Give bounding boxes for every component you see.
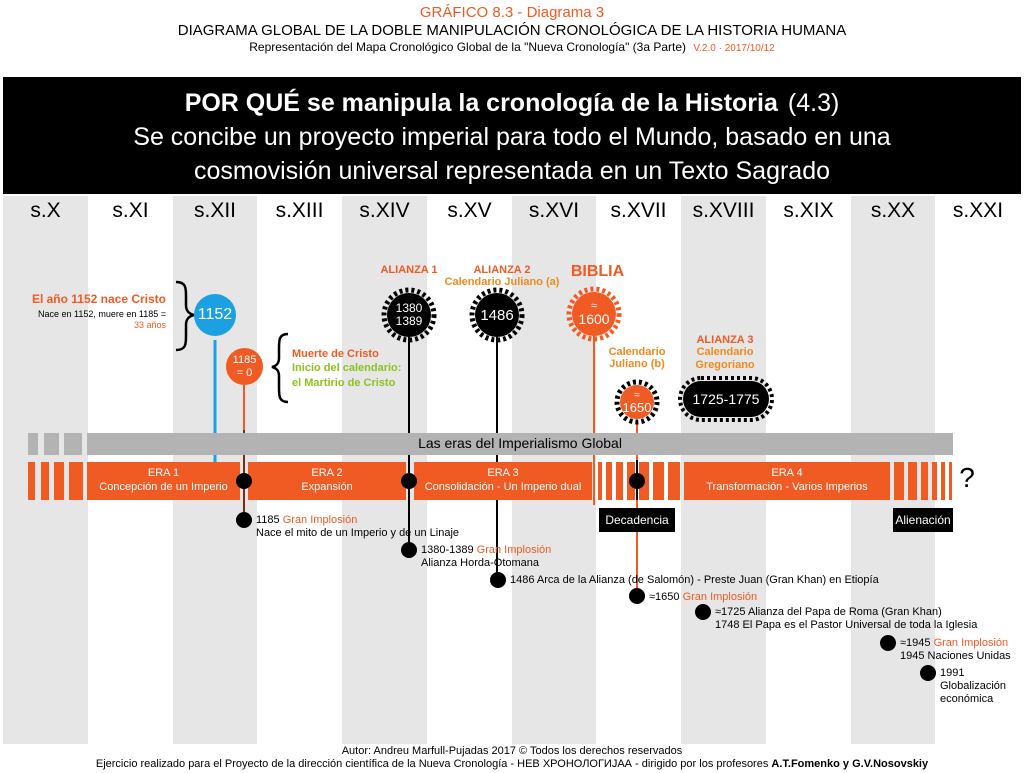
event-1945-year: ≈1945 [900,637,931,649]
event-dot-1650 [629,588,645,604]
node-1600-year: 1600 [578,311,610,328]
footer-credits [0,758,1024,770]
event-1380-implosion: Gran Implosión [476,544,552,556]
century-label: s.XVI [528,199,580,222]
event-dot-1486 [490,572,506,588]
era-1-desc: Concepción de un Imperio [99,480,228,493]
alianza-1-label: ALIANZA 1 [380,264,438,276]
event-1650-year: ≈1650 [649,591,680,603]
era-2 [248,467,406,495]
event-1991 [940,667,1006,706]
node-1185-year: 1185 [232,354,257,367]
event-1650-implosion: Gran Implosión [682,591,758,603]
eras-bar-label: Las eras del Imperialismo Global [418,435,622,451]
event-1945-text: 1945 Naciones Unidas [900,649,1011,662]
cal-juliano-a: Calendario Juliano (a) [444,276,560,289]
dot-1650-bar [629,473,645,489]
century-label: s.XI [112,199,149,222]
century-label: s.XIV [359,199,410,222]
subtitle-text: Representación del Mapa Cronológico Global de la "Nueva Cronología" (3a Parte) [249,40,687,54]
era-4-name: ERA 4 [771,467,803,479]
era-4-desc: Transformación - Varios Imperios [706,480,868,493]
event-1748-text: 1748 El Papa es el Pastor Universal de toda la Iglesia [715,618,978,631]
node-1725: 1725-1775 [692,391,760,407]
death-line-2: Inicio del calendario: [292,362,402,375]
era-1-name: ERA 1 [147,467,180,479]
event-dot-1185 [236,512,252,528]
era-3-name: ERA 3 [487,467,519,479]
event-1380-year: 1380-1389 [421,544,474,556]
event-1991-text-2: económica [940,692,994,705]
century-label: s.XIII [275,199,324,222]
banner-title: POR QUÉ se manipula la cronología de la Historia [184,89,778,117]
christ-age: 33 años [133,320,166,330]
death-line-3: el Martirio de Cristo [292,376,396,389]
century-label: s.XII [193,199,236,222]
node-1486: 1486 [480,306,514,324]
cal-greg-l2: Gregoriano [695,358,755,371]
decadencia-tag: Decadencia [599,508,675,532]
century-label: s.XXI [952,199,1004,222]
banner-line-3: cosmovisión universal representada en un Texto Sagrado [193,157,831,185]
event-1945 [900,637,1011,663]
cal-greg-l1: Calendario [696,346,754,359]
christ-birth-title: El año 1152 nace Cristo [31,292,166,306]
banner-number: (4.3) [787,89,840,117]
event-dot-1991 [920,665,936,681]
brace-christ [176,282,194,350]
event-1650 [649,591,757,604]
event-1380-text: Alianza Horda-Otomana [421,556,540,569]
era-4 [684,467,890,495]
event-dot-1725 [695,604,711,620]
era-1 [87,467,240,495]
cal-juliano-b-l2: Juliano (b) [609,358,665,371]
century-label: s.XIX [783,199,834,222]
node-1380 [387,293,431,337]
event-dot-1945 [880,635,896,651]
alianza-2-title: ALIANZA 2 [473,264,531,276]
node-1650 [620,385,654,419]
era-3-desc: Consolidación - Un Imperio dual [424,480,582,493]
alianza-3-label [680,334,770,371]
era-3 [414,467,592,495]
cal-juliano-b-label [597,346,677,371]
century-label: s.XV [447,199,492,222]
node-1185 [226,348,263,385]
century-label: s.XVIII [692,199,755,222]
version-text: V.2.0 · 2017/10/12 [693,43,775,54]
event-1991-text-1: Globalización [940,679,1007,692]
event-1725-text: ≈1725 Alianza del Papa de Roma (Gran Khan) [715,606,942,618]
page-title: DIAGRAMA GLOBAL DE LA DOBLE MANIPULACIÓN CRONOLÓGICA DE LA HISTORIA HUMANA [177,22,847,39]
century-label: s.XX [870,199,916,222]
event-1945-implosion: Gran Implosión [933,637,1009,649]
christ-death-label [292,347,401,390]
era-2-desc: Expansión [301,480,353,493]
christ-birth-line: Nace en 1152, muere en 1185 = [37,309,166,319]
alianza-3-title: ALIANZA 3 [696,334,754,346]
event-1725 [715,606,977,632]
banner-line-2: Se concibe un proyecto imperial para todo el Mundo, basado en una [133,123,891,151]
event-1380 [421,544,551,570]
node-1650-year: 1650 [622,399,652,415]
event-1185-implosion: Gran Implosión [282,514,358,526]
node-1185-zero: = 0 [236,366,253,379]
footer-credits-text: Ejercicio realizado para el Proyecto de la dirección científica de la Nueva Cronología - НЕВ ХРОНОЛОГИЈАА - dirigido por los profesores [95,758,769,770]
era-2-name: ERA 2 [311,467,343,479]
event-1185-year: 1185 [256,514,280,526]
node-1380-end: 1389 [395,314,423,328]
event-1991-year: 1991 [940,667,965,679]
biblia-label: BIBLIA [570,263,625,280]
christ-birth-label [8,292,166,330]
node-1380-start: 1380 [395,300,423,315]
century-label: s.X [30,199,61,222]
brace-death [272,334,288,402]
event-dot-1380 [401,542,417,558]
node-1650-approx: ≈ [634,389,640,401]
alienacion-tag: Alienación [893,508,953,532]
footer-author: Autor: Andreu Marfull-Pujadas 2017 © Todos los derechos reservados [341,745,683,757]
question-mark: ? [959,462,975,493]
century-label: s.XVII [610,199,667,222]
event-1486: 1486 Arca de la Alianza (de Salomón) - Preste Juan (Gran Khan) en Etiopía [510,574,879,586]
death-title: Muerte de Cristo [292,348,379,360]
cal-juliano-b-l1: Calendario [608,346,666,358]
event-1185 [256,514,459,540]
event-1185-text: Nace el mito de un Imperio y de un Linaje [256,526,460,539]
chart-number: GRÁFICO 8.3 - Diagrama 3 [419,4,605,21]
node-1600-approx: ≈ [590,299,598,312]
alianza-2-label [432,264,572,289]
footer-professors: A.T.Fomenko y G.V.Nosovskiy [771,758,929,770]
node-1152: 1152 [194,294,236,336]
node-1600 [572,292,616,336]
